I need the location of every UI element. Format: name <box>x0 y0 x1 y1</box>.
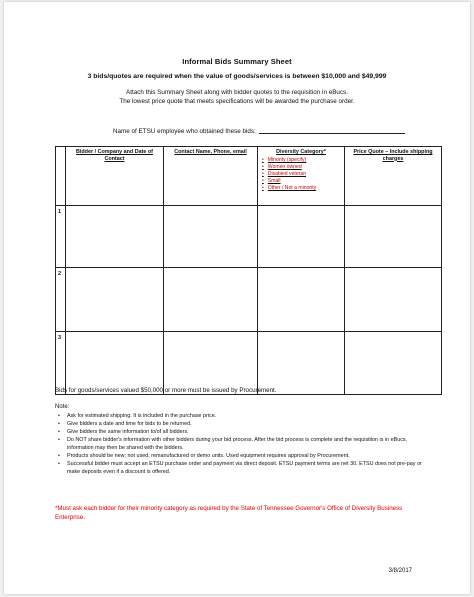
note-item: • Successful bidder must accept an ETSU purchase order and payment via direct deposit. ETSU payment terms are net 30. ETSU does not pre-pay or make deposits even if a discount is offered. <box>55 460 435 476</box>
table-row <box>56 332 442 395</box>
header-diversity <box>258 147 345 206</box>
diversity-option: • Other / Not a minority <box>262 185 344 192</box>
row-number: 2 <box>56 268 66 332</box>
employee-name-label: Name of ETSU employee who obtained these bids: <box>113 128 256 135</box>
diversity-cell[interactable] <box>258 268 345 332</box>
diversity-option: • Disabled veteran <box>262 171 344 178</box>
diversity-option: • Women owned <box>262 164 344 171</box>
procurement-note: Bids for goods/services valued $50,000 or more must be issued by Procurement. <box>55 387 277 394</box>
notes-list <box>55 412 435 476</box>
bid-requirement: 3 bids/quotes are required when the value of goods/services is between $10,000 and $49,999 <box>87 73 387 80</box>
diversity-option: • Small <box>262 178 344 185</box>
note-label: Note: <box>55 404 70 410</box>
contact-cell[interactable] <box>164 268 258 332</box>
price-cell[interactable] <box>345 268 442 332</box>
price-cell[interactable] <box>345 206 442 268</box>
note-item: • Give bidders the same information to/of all bidders. <box>55 428 435 436</box>
header-number <box>56 147 66 206</box>
contact-cell[interactable] <box>164 206 258 268</box>
bidder-cell[interactable] <box>66 332 164 395</box>
employee-name-field <box>113 128 423 135</box>
price-cell[interactable] <box>345 332 442 395</box>
row-number: 1 <box>56 206 66 268</box>
minority-category-note: *Must ask each bidder for their minority category as required by the State of Tennessee Governor's Office of Diversity Business Enterprise. <box>55 505 403 521</box>
table-row <box>56 206 442 268</box>
bidder-cell[interactable] <box>66 206 164 268</box>
bidder-cell[interactable] <box>66 268 164 332</box>
diversity-cell[interactable] <box>258 332 345 395</box>
bids-table <box>55 146 442 395</box>
document-date: 3/8/2017 <box>388 568 412 574</box>
employee-name-line[interactable] <box>259 133 405 134</box>
diversity-options <box>258 157 344 193</box>
note-item: • Give bidders a date and time for bids to be returned. <box>55 420 435 428</box>
header-bidder: Bidder / Company and Date of Contact <box>66 147 164 206</box>
diversity-option: • Minority (specify) <box>262 157 344 164</box>
attach-line-1: Attach this Summary Sheet along with bidder quotes to the requisition in eBucs. <box>126 89 348 96</box>
diversity-cell[interactable] <box>258 206 345 268</box>
attach-line-2: The lowest price quote that meets specifications will be awarded the purchase order. <box>119 98 355 106</box>
table-row <box>56 268 442 332</box>
table-header-row <box>56 147 442 206</box>
row-number: 3 <box>56 332 66 395</box>
note-item: • Do NOT share bidder's information with other bidders during your bid process. After the bid process is complete and the requisition is in eBucs, information may then be shared with the bidders. <box>55 436 435 452</box>
note-item: • Ask for estimated shipping. It is included in the purchase price. <box>55 412 435 420</box>
header-price: Price Quote – Include shipping charges <box>345 147 442 206</box>
attach-instructions <box>0 88 474 107</box>
note-item: • Products should be new; not used, remanufactured or demo units. Used equipment requires approval by Procurement. <box>55 452 435 460</box>
diversity-heading: Diversity Category* <box>276 149 326 155</box>
page-title: Informal Bids Summary Sheet <box>182 57 292 66</box>
contact-cell[interactable] <box>164 332 258 395</box>
header-contact: Contact Name, Phone, email <box>164 147 258 206</box>
